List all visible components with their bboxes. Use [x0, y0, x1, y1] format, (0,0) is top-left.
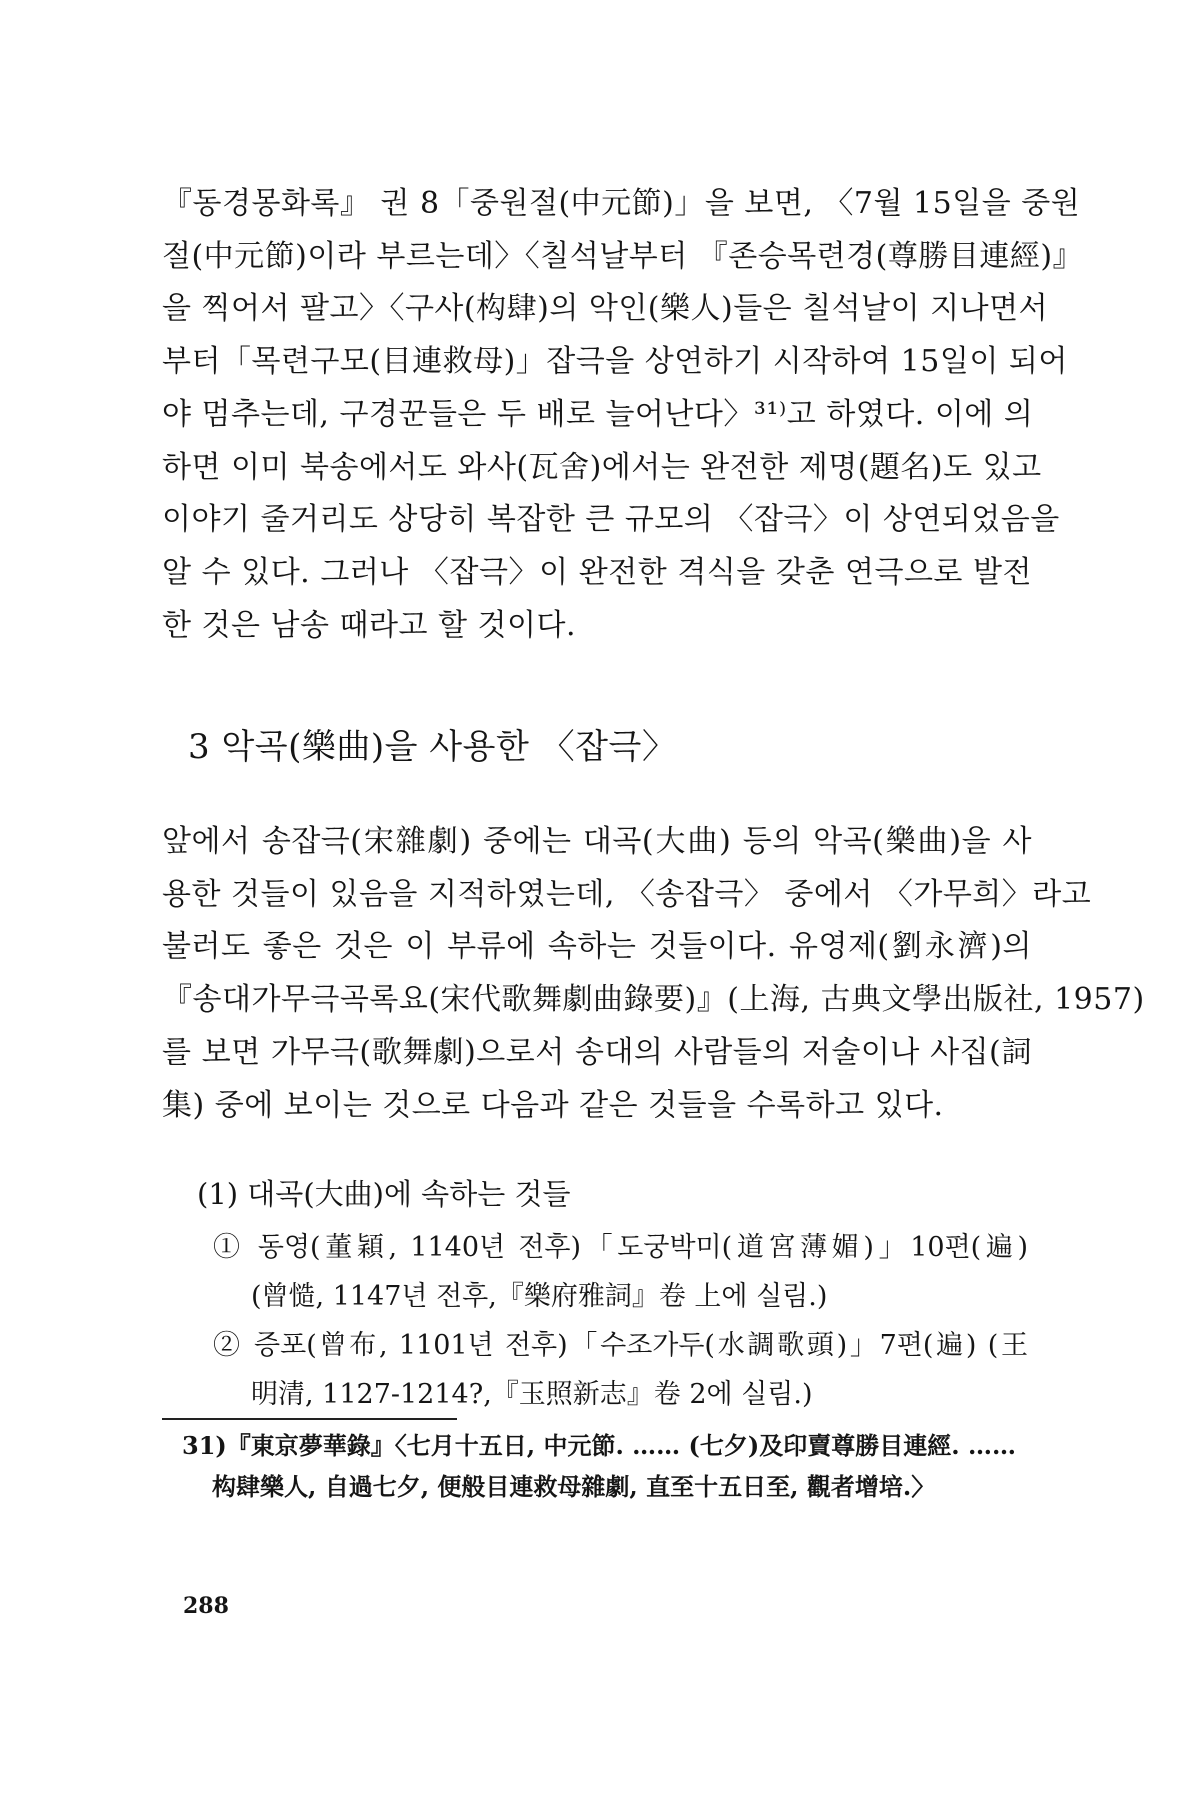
- paragraph-1-line: 절(中元節)이라 부르는데〉〈칠석날부터 『존승목련경(尊勝目連經)』: [162, 238, 1084, 274]
- paragraph-1-line: 야 멈추는데, 구경꾼들은 두 배로 늘어난다〉³¹⁾고 하였다. 이에 의: [162, 396, 1034, 432]
- list-item-line: ② 증포(曾布, 1101년 전후)「수조가두(水調歌頭)」7편(遍) (王: [213, 1330, 1028, 1361]
- page-number: 288: [183, 1593, 229, 1619]
- paragraph-2-line: 를 보면 가무극(歌舞劇)으로서 송대의 사람들의 저술이나 사집(詞: [162, 1034, 1032, 1070]
- list-header: (1) 대곡(大曲)에 속하는 것들: [197, 1177, 571, 1211]
- footnote-divider: [162, 1418, 457, 1420]
- list-item-line: ① 동영(董穎, 1140년 전후)「도궁박미(道宮薄媚)」10편(遍): [213, 1232, 1028, 1263]
- paragraph-1-line: 『동경몽화록』 권 8「중원절(中元節)」을 보면, 〈7월 15일을 중원: [162, 186, 1081, 221]
- footnote: [182, 1425, 1022, 1507]
- paragraph-2-line: 앞에서 송잡극(宋雜劇) 중에는 대곡(大曲) 등의 악곡(樂曲)을 사: [162, 824, 1032, 859]
- paragraph-1-line: 알 수 있다. 그러나 〈잡극〉이 완전한 격식을 갖춘 연극으로 발전: [162, 554, 1032, 590]
- footnote-line: 构肆樂人, 自過七夕, 便般目連救母雜劇, 直至十五日至, 觀者增培.〉: [212, 1472, 936, 1501]
- list-item-line: 明清, 1127-1214?,『玉照新志』卷 2에 실림.): [251, 1379, 813, 1410]
- paragraph-2-line: 『송대가무극곡록요(宋代歌舞劇曲錄要)』(上海, 古典文學出版社, 1957): [162, 982, 1145, 1018]
- paragraph-1-line: 하면 이미 북송에서도 와사(瓦舍)에서는 완전한 제명(題名)도 있고: [162, 449, 1042, 485]
- section-heading: 3 악곡(樂曲)을 사용한 〈잡극〉: [188, 727, 677, 767]
- paragraph-1-line: 이야기 줄거리도 상당히 복잡한 큰 규모의 〈잡극〉이 상연되었음을: [162, 502, 1060, 538]
- paragraph-2-line: 용한 것들이 있음을 지적하였는데, 〈송잡극〉 중에서 〈가무희〉라고: [162, 876, 1092, 912]
- paragraph-2: [162, 816, 1145, 1132]
- footnote-line: 31)『東京夢華錄』〈七月十五日, 中元節. …… (七夕)及印賣尊勝目連經. ……: [182, 1431, 1016, 1460]
- list-item-line: (曾慥, 1147년 전후,『樂府雅詞』卷 上에 실림.): [251, 1281, 828, 1312]
- paragraph-1-line: 부터「목련구모(目連救母)」잡극을 상연하기 시작하여 15일이 되어: [162, 344, 1068, 380]
- paragraph-2-line: 불러도 좋은 것은 이 부류에 속하는 것들이다. 유영제(劉永濟)의: [162, 929, 1032, 965]
- paragraph-1-line: 한 것은 남송 때라고 할 것이다.: [162, 607, 576, 643]
- paragraph-1: [162, 178, 1084, 652]
- paragraph-2-line: 集) 중에 보이는 것으로 다음과 같은 것들을 수록하고 있다.: [162, 1087, 944, 1123]
- list-item: [213, 1223, 1028, 1321]
- paragraph-1-line: 을 찍어서 팔고〉〈구사(构肆)의 악인(樂人)들은 칠석날이 지나면서: [162, 291, 1049, 327]
- list-item: [213, 1321, 1028, 1419]
